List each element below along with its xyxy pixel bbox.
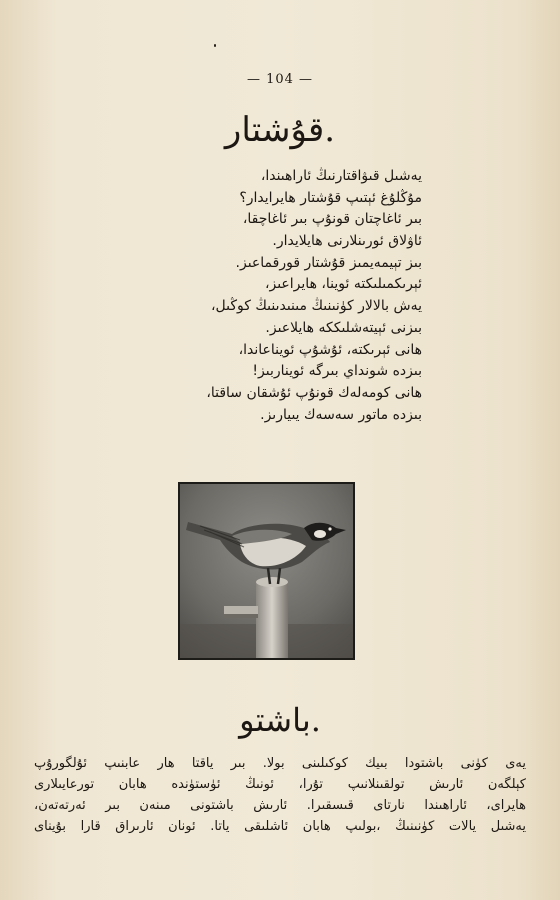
bird-illustration bbox=[178, 482, 355, 660]
prose-line: يەشىل يالات كۈنىنىڭ ،بولىپ ھابان ئاشلىقى ياتا. ئونان ئارىراق قارا بۇيناى bbox=[34, 819, 526, 834]
poem-line: يەشىل قىۋاقتارنىڭ ئاراھىندا، bbox=[260, 168, 422, 184]
prose-line: كېلگەن ئارىش تولقىنلانىپ تۇرا، ئونىڭ ئۈستۈندە ھابان تورعايىلارى bbox=[34, 777, 526, 792]
poem-title: قۇشتار. bbox=[224, 110, 336, 150]
poem-line: يەش بالالار كۈنىنىڭ مىنىدىنىڭ كوڭىل، bbox=[210, 298, 422, 315]
ink-speck bbox=[214, 44, 216, 47]
prose-line: ھايراى، ئاراھىندا نارتاى قىسقىرا. ئارىش باشتونى مىنەن بىر ئەرتەتەن، bbox=[34, 798, 526, 813]
poem-line: بىزدە ماتور سەسەك يىيارىز. bbox=[260, 406, 422, 423]
prose-line: يەى كۈنى باشتودا بىيك كوكىلىنى بولا. بىر ياقتا ھار عابنىپ ئۇلگورۇپ bbox=[34, 756, 526, 771]
poem-line: بىز تېيمەيمىز قۇشتار قورقماعىز. bbox=[235, 254, 422, 271]
poem-line: ھانى ئېرىكتە، ئۇشۇپ ئويناعاندا، bbox=[238, 341, 422, 358]
prose-title: باشتو. bbox=[239, 701, 321, 739]
poem-line: ئاۋلاق ئورىنلارنى ھايلايدار. bbox=[272, 233, 422, 250]
bird-on-post-icon bbox=[180, 484, 353, 658]
poem-line: بىزدە شونداي بىرگە ئويناربىز! bbox=[252, 363, 422, 380]
prose bbox=[34, 753, 526, 837]
poem-line: بىر ئاغاچتان قونۇپ بىر ئاغاچقا، bbox=[242, 211, 422, 228]
page-number: — 104 — bbox=[246, 72, 314, 87]
poem-line: بىزنى ئېيتەشلىككە ھايلاعىز. bbox=[265, 319, 422, 336]
poem-line: مۇڭلۇغ ئېتىپ قۇشتار ھايرايدار؟ bbox=[239, 189, 422, 206]
poem-line: ھانى كومەلەك قونۇپ ئۇشقان ساقتا، bbox=[206, 384, 422, 401]
poem-line: ئېرىكمىلىكتە ئوينا، ھايراعىز، bbox=[264, 276, 422, 293]
poem bbox=[150, 166, 422, 426]
